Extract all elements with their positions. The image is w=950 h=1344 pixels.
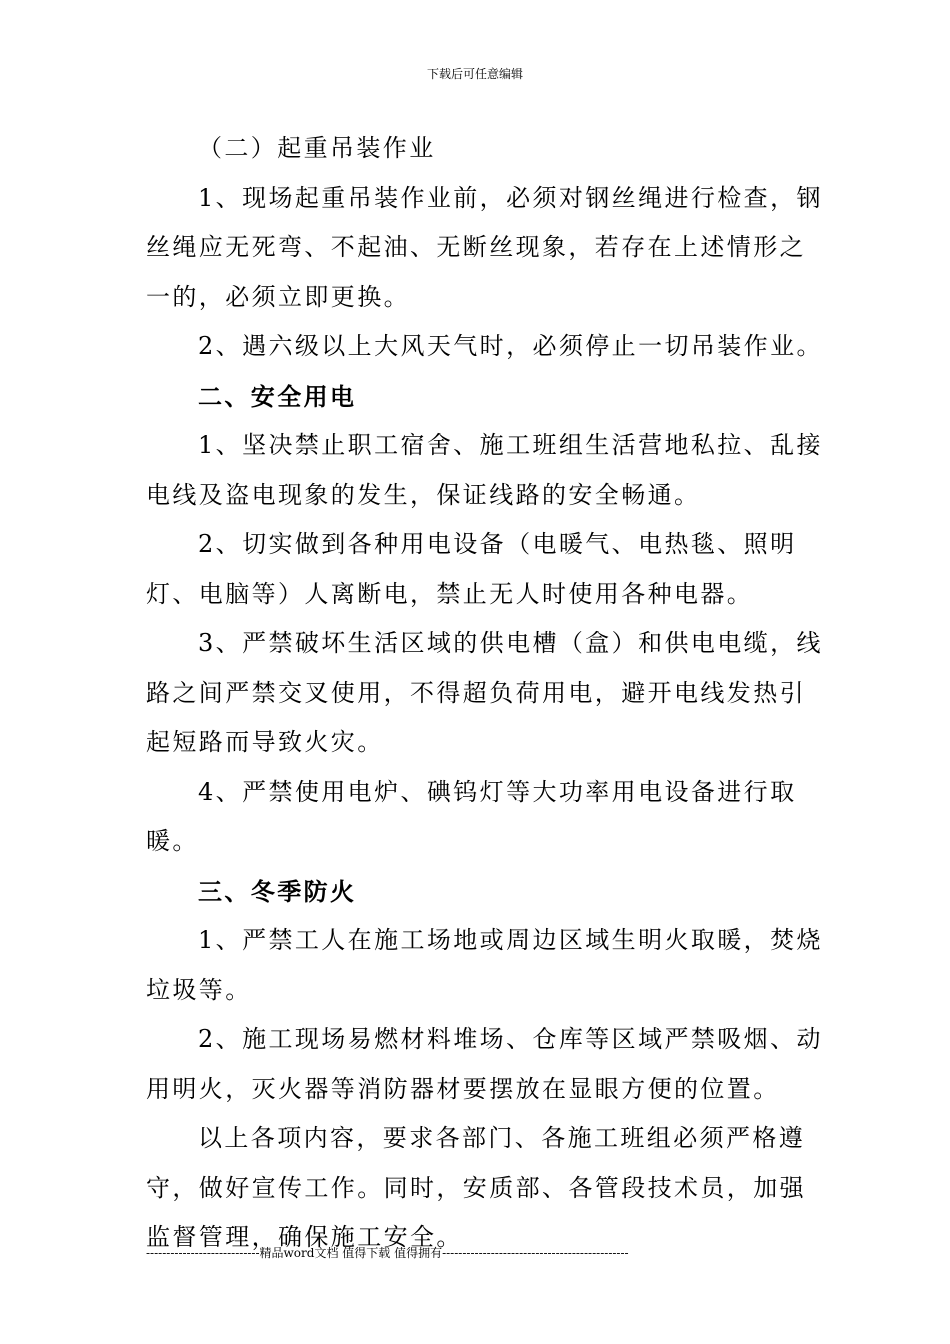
section-heading-fire: 三、冬季防火 bbox=[198, 876, 357, 906]
paragraph-5: 1、坚决禁止职工宿舍、施工班组生活营地私拉、乱接电线及盗电现象的发生，保证线路的安全畅通。 bbox=[146, 431, 823, 509]
paragraph-8: 4、严禁使用电炉、碘钨灯等大功率用电设备进行取暖。 bbox=[146, 777, 797, 855]
page-header: 下载后可任意编辑 bbox=[426, 67, 523, 81]
paragraph-11: 2、施工现场易燃材料堆场、仓库等区域严禁吸烟、动用明火，灭火器等消防器材要摆放在显眼方便的位置。 bbox=[146, 1025, 823, 1103]
section-heading-electricity: 二、安全用电 bbox=[198, 381, 357, 411]
paragraph-12: 以上各项内容，要求各部门、各施工班组必须严格遵守，做好宣传工作。同时，安质部、各管段技术员，加强监督管理，确保施工安全。 bbox=[146, 1124, 806, 1251]
paragraph-6: 2、切实做到各种用电设备（电暖气、电热毯、照明灯、电脑等）人离断电，禁止无人时使用各种电器。 bbox=[146, 530, 797, 608]
page-footer: ----------------------------精品word文档 值得下载 值得拥有---------------------------------------------- bbox=[146, 1246, 629, 1260]
paragraph-10: 1、严禁工人在施工场地或周边区域生明火取暖，焚烧垃圾等。 bbox=[146, 926, 823, 1004]
paragraph-3: 2、遇六级以上大风天气时，必须停止一切吊装作业。 bbox=[198, 332, 823, 360]
paragraph-2: 1、现场起重吊装作业前，必须对钢丝绳进行检查，钢丝绳应无死弯、不起油、无断丝现象，若存在上述情形之一的，必须立即更换。 bbox=[146, 183, 823, 311]
paragraph-7: 3、严禁破坏生活区域的供电槽（盒）和供电电缆，线路之间严禁交叉使用，不得超负荷用电，避开电线发热引起短路而导致火灾。 bbox=[146, 629, 823, 756]
document-body bbox=[146, 124, 826, 1263]
paragraph-1: （二）起重吊装作业 bbox=[198, 134, 436, 162]
